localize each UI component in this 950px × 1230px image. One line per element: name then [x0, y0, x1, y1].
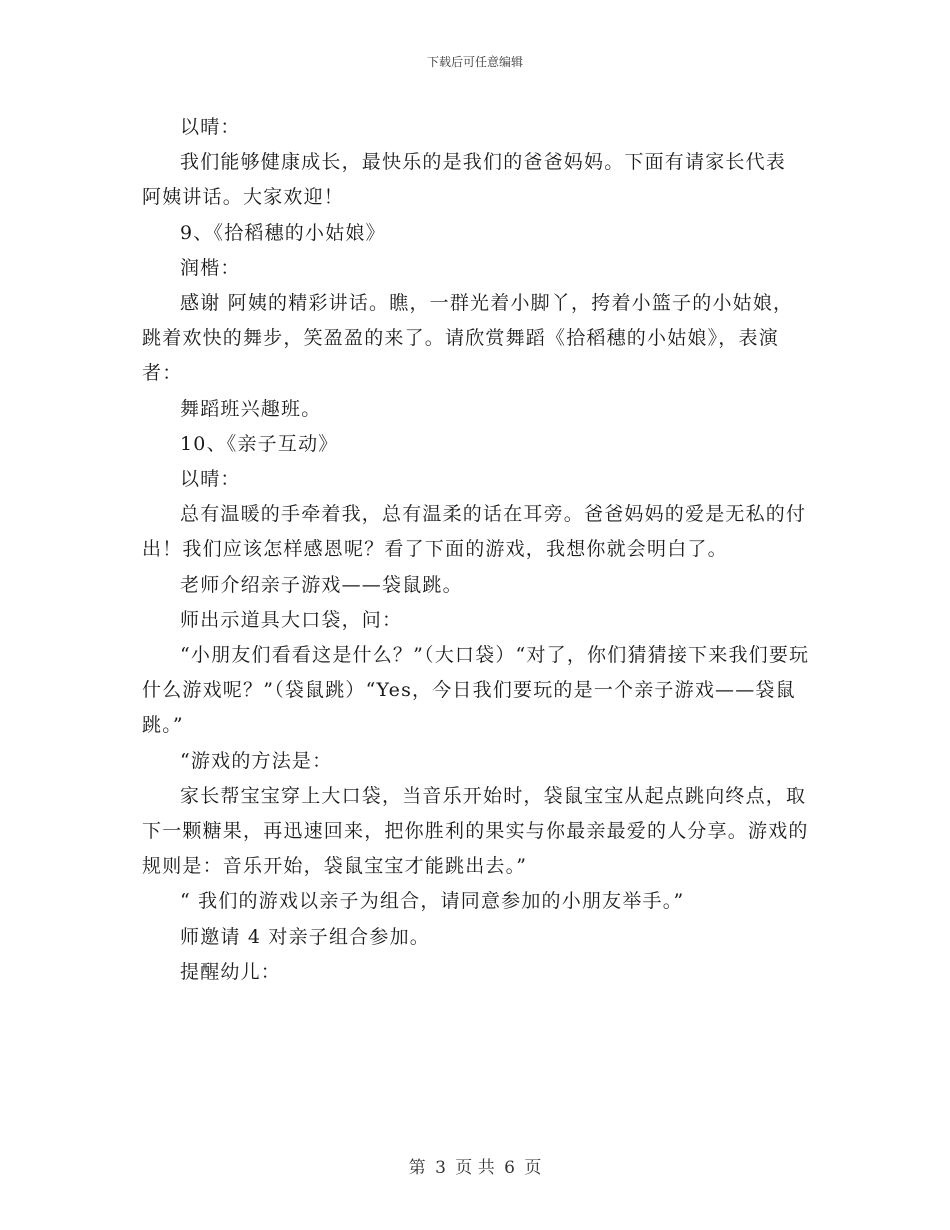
page-number: 3: [435, 1158, 446, 1178]
paragraph: 师出示道具大口袋，问：: [180, 608, 403, 631]
paragraph: 润楷：: [180, 256, 241, 279]
section-heading: 9、《拾稻穗的小姑娘》: [180, 221, 386, 244]
section-heading: 10、《亲子互动》: [180, 432, 339, 455]
paragraph: 老师介绍亲子游戏——袋鼠跳。: [180, 573, 463, 596]
footer-prefix: 第: [408, 1158, 426, 1178]
paragraph: “ 我们的游戏以亲子为组合，请同意参加的小朋友举手。”: [180, 890, 685, 913]
document-body: [142, 110, 812, 990]
paragraph: 舞蹈班兴趣班。: [180, 397, 322, 420]
page-footer: [0, 1153, 950, 1178]
paragraph: 总有温暖的手牵着我，总有温柔的话在耳旁。爸爸妈妈的爱是无私的付出！我们应该怎样感恩呢？看了下面的游戏，我想你就会明白了。: [142, 503, 807, 561]
paragraph: 我们能够健康成长，最快乐的是我们的爸爸妈妈。下面有请家长代表 阿姨讲话。大家欢迎！: [142, 151, 787, 209]
paragraph: “游戏的方法是：: [180, 749, 333, 772]
paragraph: 师邀请 4 对亲子组合参加。: [180, 925, 430, 948]
paragraph: 以晴：: [180, 468, 241, 491]
paragraph: 家长帮宝宝穿上大口袋，当音乐开始时，袋鼠宝宝从起点跳向终点，取下一颗糖果，再迅速回来，把你胜利的果实与你最亲最爱的人分享。游戏的规则是：音乐开始，袋鼠宝宝才能跳出去。”: [142, 784, 809, 878]
paragraph: “小朋友们看看这是什么？”（大口袋）“对了，你们猜猜接下来我们要玩什么游戏呢？”（袋鼠跳）“Yes，今日我们要玩的是一个亲子游戏——袋鼠跳。”: [142, 644, 810, 737]
footer-suffix: 页: [524, 1158, 542, 1178]
total-pages: 6: [504, 1158, 515, 1178]
page-header: 下载后可任意编辑: [426, 55, 523, 69]
paragraph: 提醒幼儿：: [180, 960, 282, 983]
paragraph: 感谢 阿姨的精彩讲话。瞧，一群光着小脚丫，挎着小篮子的小姑娘，跳着欢快的舞步，笑盈盈的来了。请欣赏舞蹈《拾稻穗的小姑娘》，表演者：: [142, 292, 794, 385]
footer-middle: 页 共: [455, 1158, 495, 1178]
paragraph: 以晴：: [180, 116, 241, 138]
